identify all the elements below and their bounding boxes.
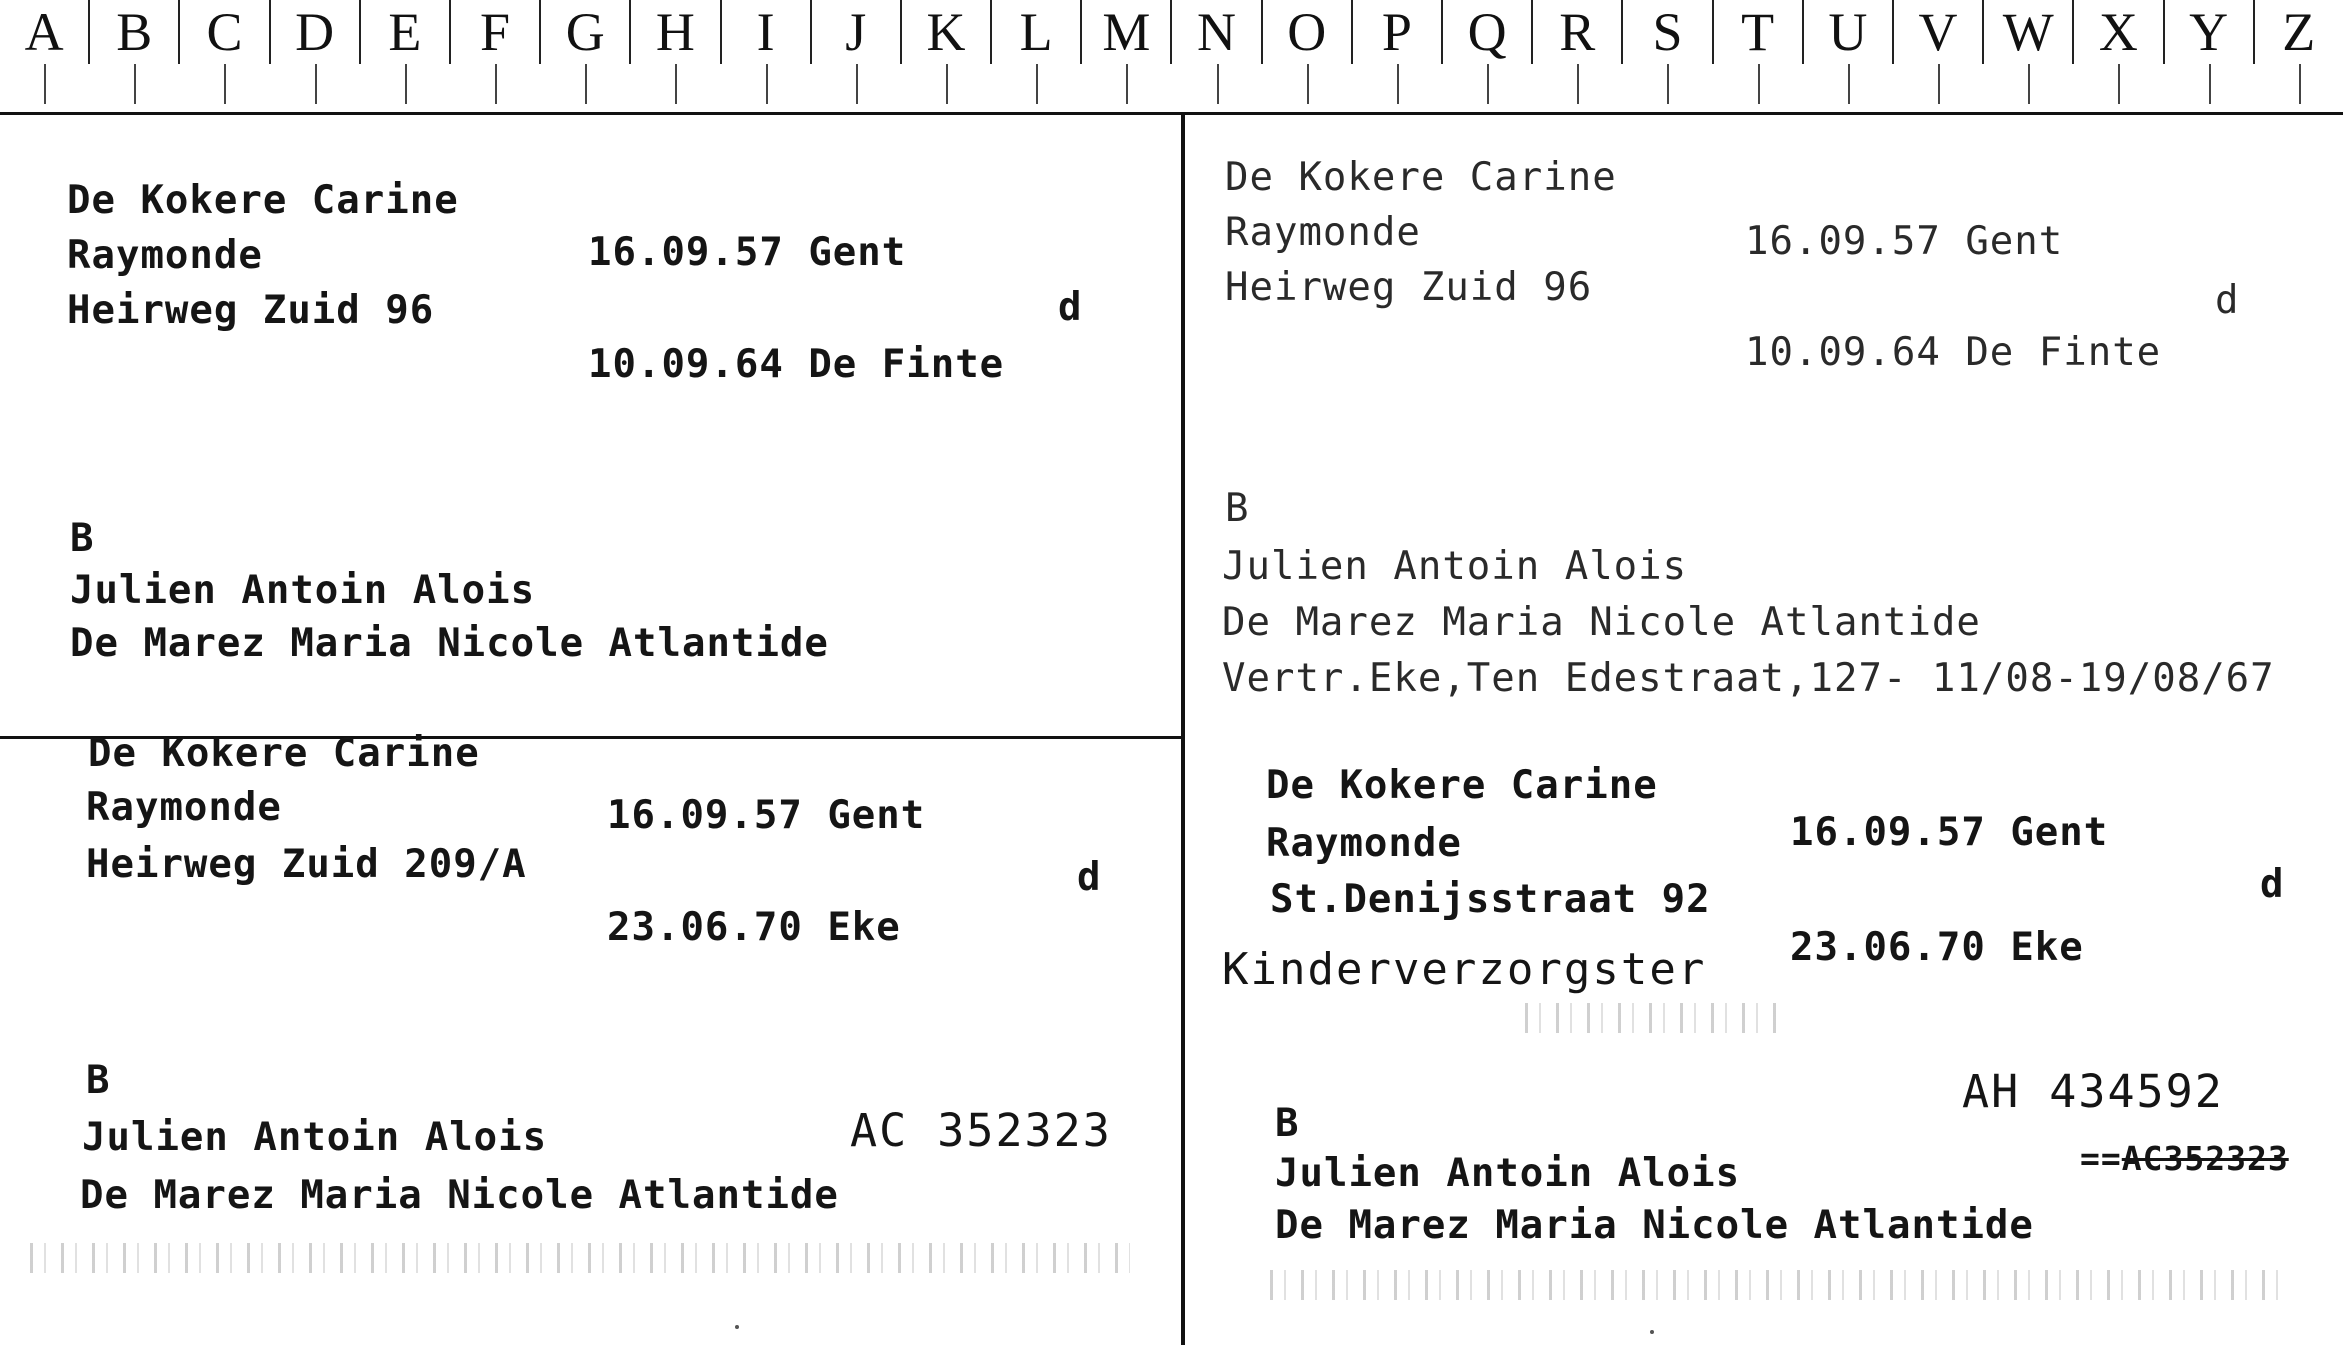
- card-birth: 16.09.57 Gent: [607, 793, 926, 838]
- card-id-number: AC 352323: [850, 1104, 1112, 1157]
- card-address: Heirweg Zuid 96: [1225, 265, 1593, 310]
- card-father: Julien Antoin Alois: [1275, 1151, 1741, 1196]
- card-occupation: Kinderverzorgster: [1222, 944, 1707, 995]
- index-letter-g: G: [541, 0, 631, 64]
- card-birth: 16.09.57 Gent: [1745, 219, 2064, 264]
- faded-text-smudge: [1270, 1270, 2280, 1300]
- alphabet-index-strip: [0, 0, 2343, 115]
- card-father: Julien Antoin Alois: [70, 568, 536, 613]
- index-letter-f: F: [451, 0, 541, 64]
- card-father: Julien Antoin Alois: [82, 1115, 548, 1160]
- card-name: De Kokere Carine: [1266, 763, 1658, 808]
- index-letter-z: Z: [2255, 0, 2343, 64]
- card-given-name: Raymonde: [86, 785, 282, 830]
- index-letter-q: Q: [1443, 0, 1533, 64]
- card-divider-vertical: [1181, 114, 1185, 1345]
- index-letter-v: V: [1894, 0, 1984, 64]
- index-letter-l: L: [992, 0, 1082, 64]
- index-letter-i: I: [722, 0, 812, 64]
- card-letter: B: [1275, 1101, 1300, 1146]
- index-letter-s: S: [1623, 0, 1713, 64]
- index-letter-e: E: [361, 0, 451, 64]
- index-letter-n: N: [1172, 0, 1262, 64]
- index-letter-t: T: [1714, 0, 1804, 64]
- card-code: d: [1058, 285, 1083, 330]
- index-letter-p: P: [1353, 0, 1443, 64]
- index-letter-w: W: [1984, 0, 2074, 64]
- card-name: De Kokere Carine: [1225, 155, 1617, 200]
- card-letter: B: [86, 1058, 111, 1103]
- index-letter-b: B: [90, 0, 180, 64]
- card-id-number: AH 434592: [1962, 1065, 2224, 1118]
- card-letter: B: [70, 516, 95, 561]
- card-given-name: Raymonde: [1266, 821, 1462, 866]
- index-letter-y: Y: [2165, 0, 2255, 64]
- index-letter-c: C: [180, 0, 270, 64]
- card-father: Julien Antoin Alois: [1222, 544, 1688, 589]
- card-registration-date: 10.09.64 De Finte: [588, 342, 1005, 387]
- card-registration-date: 10.09.64 De Finte: [1745, 330, 2162, 375]
- card-birth: 16.09.57 Gent: [588, 230, 907, 275]
- ink-speck: [1650, 1330, 1654, 1334]
- card-note: Vertr.Eke,Ten Edestraat,127- 11/08-19/08/67: [1222, 656, 2275, 701]
- card-letter: B: [1225, 486, 1250, 531]
- card-given-name: Raymonde: [67, 233, 263, 278]
- card-code: d: [2215, 278, 2240, 323]
- card-address: Heirweg Zuid 96: [67, 288, 435, 333]
- card-given-name: Raymonde: [1225, 210, 1421, 255]
- card-name: De Kokere Carine: [88, 731, 480, 776]
- index-letter-j: J: [812, 0, 902, 64]
- index-letter-x: X: [2074, 0, 2164, 64]
- card-name: De Kokere Carine: [67, 178, 459, 223]
- faded-text-smudge: [30, 1243, 1130, 1273]
- card-code: d: [2260, 862, 2285, 907]
- card-birth: 16.09.57 Gent: [1790, 810, 2109, 855]
- index-letter-k: K: [902, 0, 992, 64]
- alphabet-letters: [0, 0, 2343, 112]
- ink-speck: [735, 1325, 739, 1329]
- card-code: d: [1077, 855, 1102, 900]
- card-mother: De Marez Maria Nicole Atlantide: [1275, 1203, 2034, 1248]
- card-registration-date: 23.06.70 Eke: [607, 905, 901, 950]
- card-old-id-number: ==AC352323: [2080, 1139, 2289, 1178]
- index-letter-m: M: [1082, 0, 1172, 64]
- card-mother: De Marez Maria Nicole Atlantide: [80, 1173, 839, 1218]
- index-letter-h: H: [631, 0, 721, 64]
- index-letter-r: R: [1533, 0, 1623, 64]
- faded-text-smudge: [1525, 1003, 1785, 1033]
- card-registration-date: 23.06.70 Eke: [1790, 925, 2084, 970]
- card-address: Heirweg Zuid 209/A: [86, 842, 527, 887]
- card-mother: De Marez Maria Nicole Atlantide: [1222, 600, 1981, 645]
- index-letter-u: U: [1804, 0, 1894, 64]
- index-letter-a: A: [0, 0, 90, 64]
- card-address: St.Denijsstraat 92: [1270, 877, 1711, 922]
- card-mother: De Marez Maria Nicole Atlantide: [70, 621, 829, 666]
- index-letter-d: D: [271, 0, 361, 64]
- index-letter-o: O: [1263, 0, 1353, 64]
